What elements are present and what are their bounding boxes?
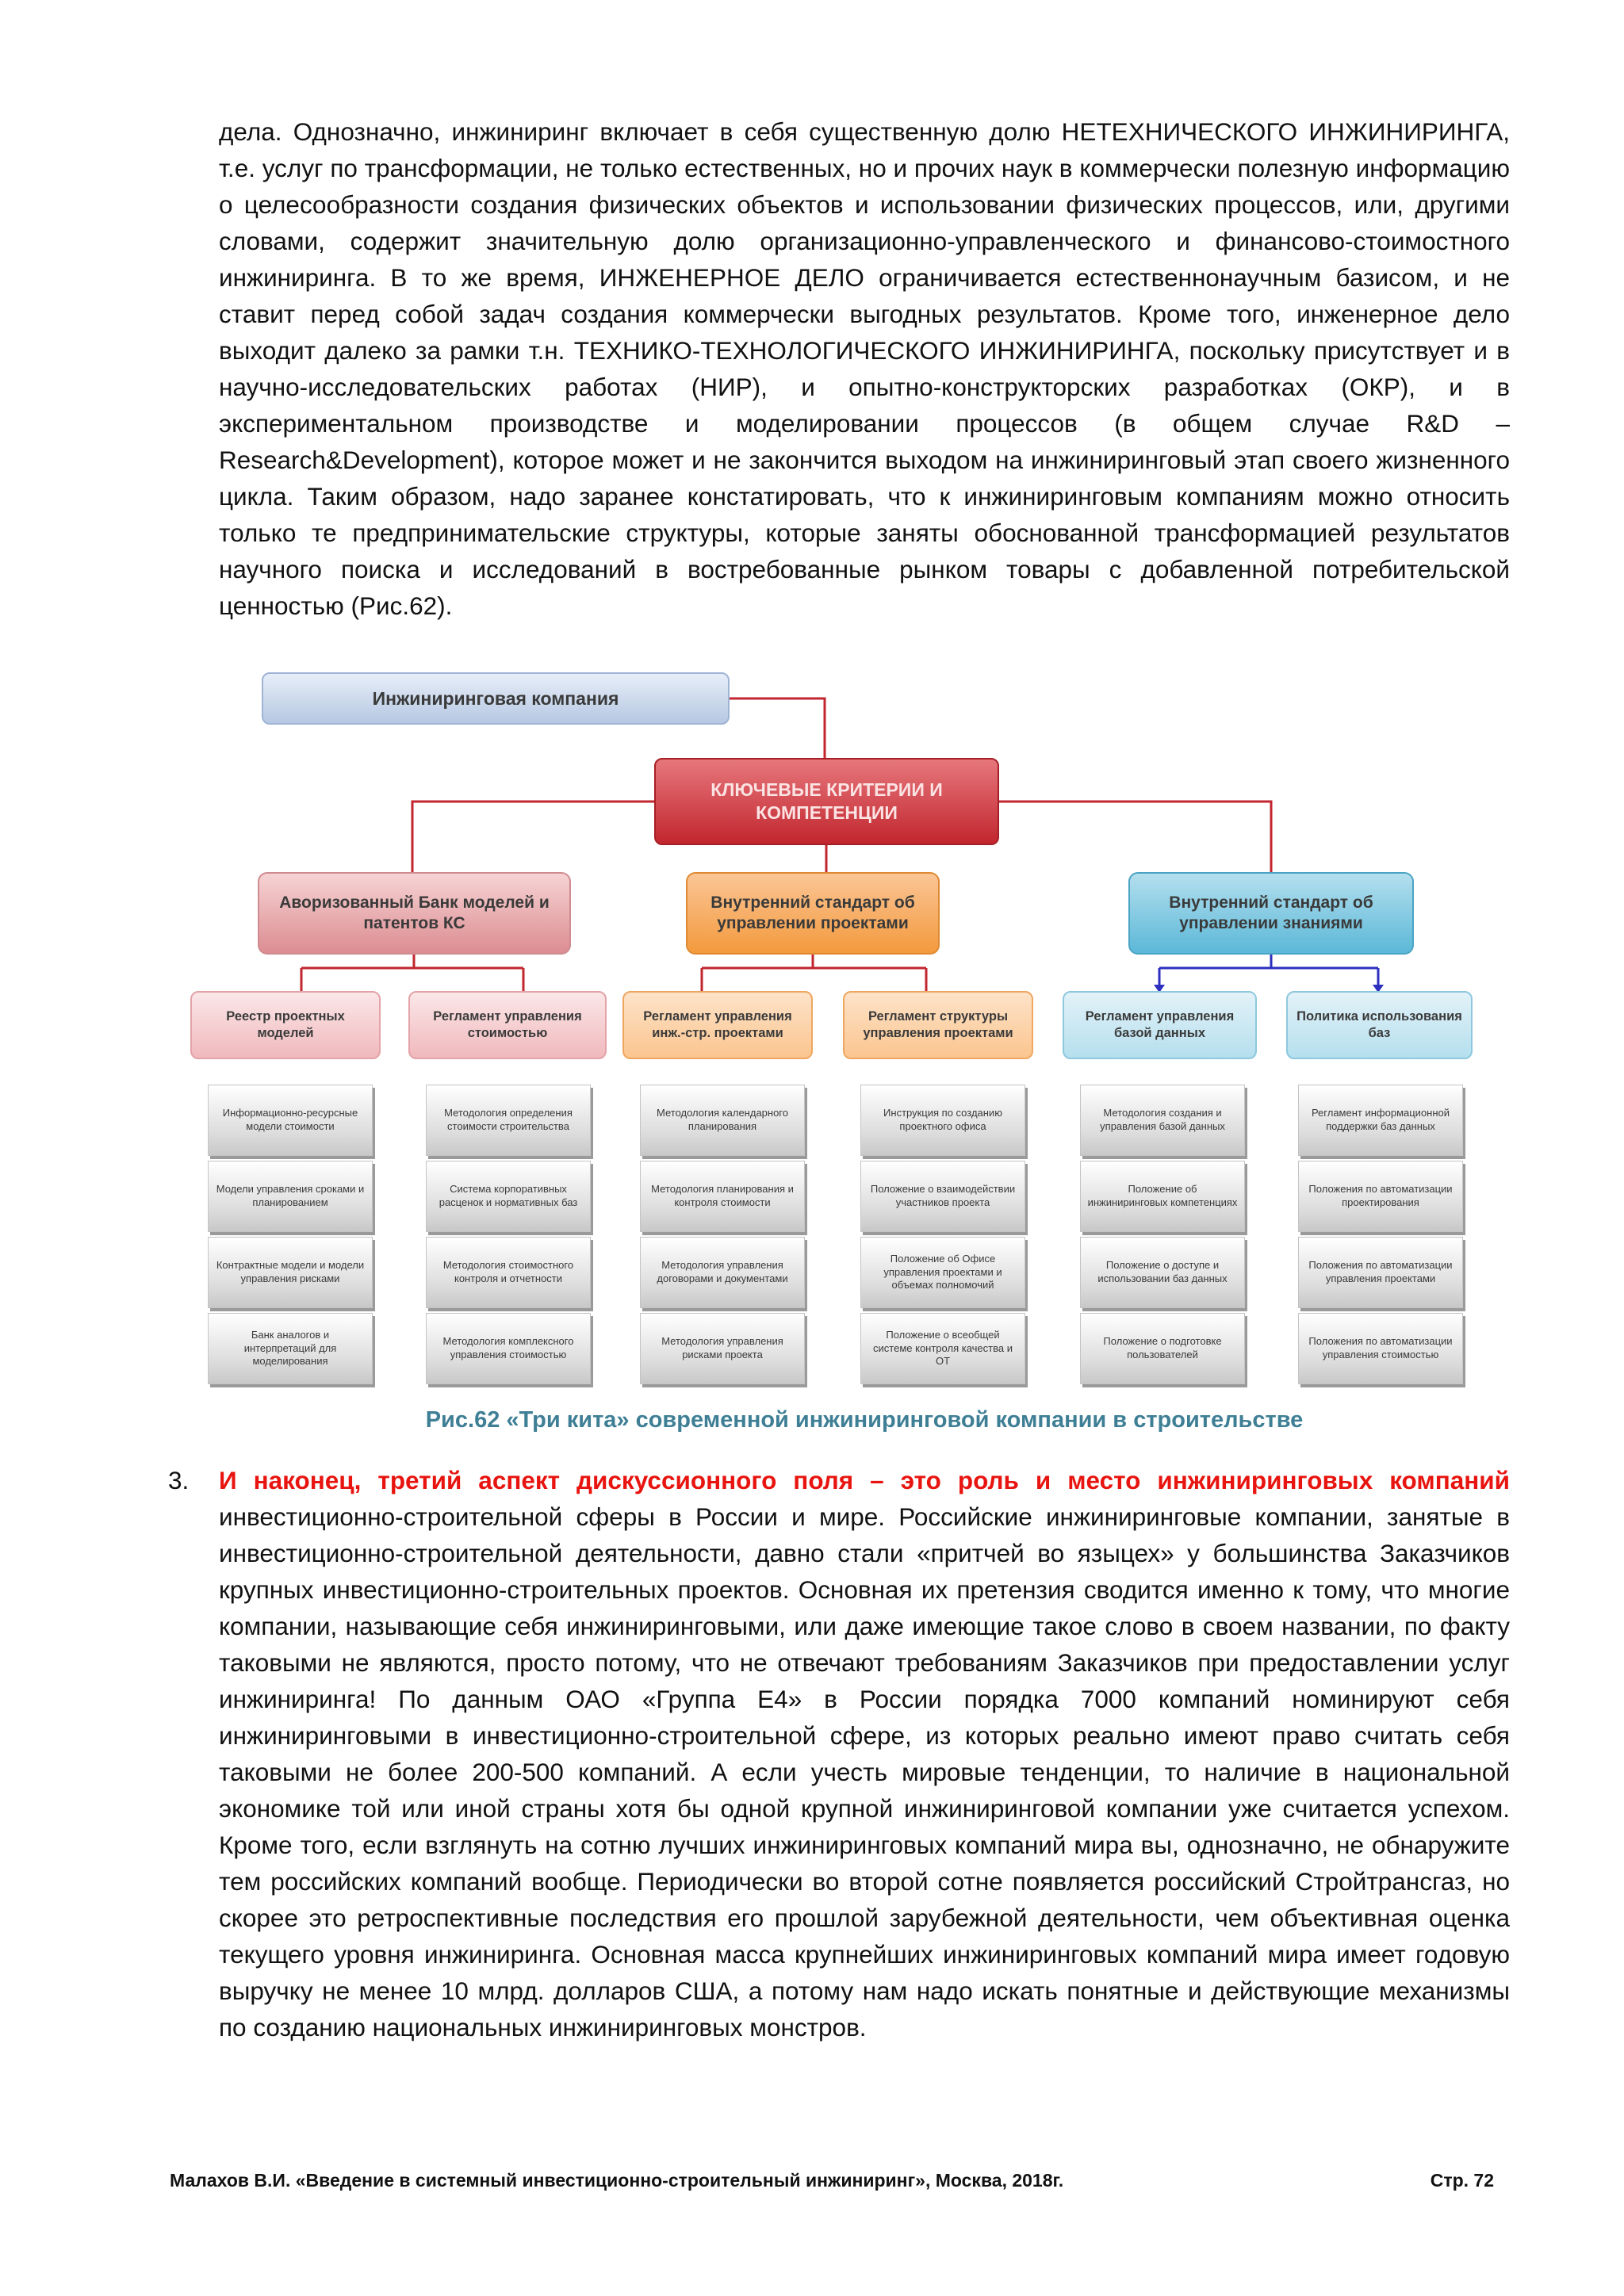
pillar-project-standard: Внутренний стандарт об управлении проектами <box>686 872 940 955</box>
item-box: Система корпоративных расценок и нормативных баз <box>426 1161 591 1232</box>
sub-project-models-registry: Реестр проектных моделей <box>190 991 381 1059</box>
item-box: Методология стоимостного контроля и отчетности <box>426 1237 591 1308</box>
item-box: Положение о взаимодействии участников проекта <box>860 1161 1025 1232</box>
item-box: Инструкция по созданию проектного офиса <box>860 1085 1025 1156</box>
page-footer <box>170 2168 1494 2192</box>
item-box: Методология определения стоимости строительства <box>426 1085 591 1156</box>
item-box: Положение о подготовке пользователей <box>1080 1313 1245 1384</box>
item-box: Положения по автоматизации проектирования <box>1298 1161 1463 1232</box>
sub-database-usage-policy: Политика использования баз <box>1286 991 1473 1059</box>
sub-project-structure-regulation: Регламент структуры управления проектами <box>843 991 1033 1059</box>
item-box: Банк аналогов и интерпретаций для моделирования <box>208 1313 373 1384</box>
body-paragraph-1: дела. Однозначно, инжиниринг включает в себя существенную долю НЕТЕХНИЧЕСКОГО ИНЖИНИРИНГА, т.е. услуг по трансформации, не только естественных, но и прочих наук в коммерчески полезную информацию о целесообразности создания физических объектов и использовании физических процессов, или, другими словами, содержит значительную долю организационно-управленческого и финансово-стоимостного инжиниринга. В то же время, ИНЖЕНЕРНОЕ ДЕЛО ограничивается естественнонаучным базисом, и не ставит перед собой задач создания коммерчески выгодных результатов. Кроме того, инженерное дело выходит далеко за рамки т.н. ТЕХНИКО-ТЕХНОЛОГИЧЕСКОГО ИНЖИНИРИНГА, поскольку присутствует и в научно-исследовательских работах (НИР), и опытно-конструкторских разработках (ОКР), и в экспериментальном производстве и моделировании процессов (в общем случае R&D – Research&Development), которое может и не закончится выходом на инжиниринговый этап своего жизненного цикла. Таким образом, надо заранее констатировать, что к инжиниринговым компаниям можно относить только те предпринимательские структуры, которые заняты обоснованной трансформацией результатов научного поиска и исследований в востребованные рынком товары с добавленной потребительской ценностью (Рис.62). <box>219 117 1510 620</box>
footer-citation: Малахов В.И. «Введение в системный инвестиционно-строительный инжиниринг», Москва, 2018г. <box>170 2170 1064 2191</box>
item-box: Методология управления договорами и документами <box>640 1237 805 1308</box>
sub-cost-regulation: Регламент управления стоимостью <box>408 991 607 1059</box>
item-box: Положение об инжиниринговых компетенциях <box>1080 1161 1245 1232</box>
item-box: Методология планирования и контроля стоимости <box>640 1161 805 1232</box>
paragraph-2-text: инвестиционно-строительной сферы в России и мире. Российские инжиниринговые компании, занятые в инвестиционно-строительной деятельности, давно стали «притчей во языцех» у большинства Заказчиков крупных инвестиционно-строительных проектов. Основная их претензия сводится именно к тому, что многие компании, называющие себя инжиниринговыми, или даже имеющие такое слово в своем названии, по факту таковыми не являются, просто потому, что не отвечают требованиям Заказчиков при предоставлении услуг инжиниринга! По данным ОАО «Группа Е4» в России порядка 7000 компаний номинируют себя инжиниринговыми в инвестиционно-строительной сфере, из которых реально имеют право считать себя таковыми не более 200-500 компаний. А если учесть мировые тенденции, то наличие в национальной экономике той или иной страны хотя бы одной крупной инжиниринговой компании уже считается успехом. Кроме того, если взглянуть на сотню лучших инжиниринговых компаний мира вы, однозначно, не обнаружите тем российских компаний вообще. Периодически во второй сотне появляется российский Стройтрансгаз, но скорее это ретроспективные последствия его прошлой зарубежной деятельности, чем объективная оценка текущего уровня инжиниринга. Основная масса крупнейших инжиниринговых компаний мира имеет годовую выручку не менее 10 млрд. долларов США, а потому нам надо искать понятные и действующие механизмы по созданию национальных инжиниринговых монстров. <box>219 1502 1510 2042</box>
item-box: Регламент информационной поддержки баз данных <box>1298 1085 1463 1156</box>
item-box: Методология комплексного управления стоимостью <box>426 1313 591 1384</box>
item-box: Положения по автоматизации управления проектами <box>1298 1237 1463 1308</box>
body-paragraph-2 <box>219 1462 1510 2045</box>
item-box: Положение об Офисе управления проектами и объемах полномочий <box>860 1237 1025 1308</box>
item-box: Положение о всеобщей системе контроля качества и ОТ <box>860 1313 1025 1384</box>
figure-caption: Рис.62 «Три кита» современной инжиниринговой компании в строительстве <box>425 1407 1304 1433</box>
item-box: Контрактные модели и модели управления рисками <box>208 1237 373 1308</box>
highlighted-lead-text: И наконец, третий аспект дискуссионного поля – это роль и место инжиниринговых компаний <box>219 1466 1510 1494</box>
item-box: Информационно-ресурсные модели стоимости <box>208 1085 373 1156</box>
sub-engineering-projects-regulation: Регламент управления инж.-стр. проектами <box>622 991 813 1059</box>
page-number: Стр. 72 <box>1430 2170 1494 2191</box>
item-box: Положения по автоматизации управления стоимостью <box>1298 1313 1463 1384</box>
item-box: Методология создания и управления базой данных <box>1080 1085 1245 1156</box>
key-criteria-box: КЛЮЧЕВЫЕ КРИТЕРИИ И КОМПЕТЕНЦИИ <box>654 758 999 845</box>
item-box: Модели управления сроками и планированием <box>208 1161 373 1232</box>
engineering-company-box: Инжиниринговая компания <box>262 672 730 725</box>
pillar-models-bank: Аворизованный Банк моделей и патентов КС <box>258 872 571 955</box>
sub-database-regulation: Регламент управления базой данных <box>1063 991 1257 1059</box>
engineering-company-diagram <box>190 664 1462 1394</box>
pillar-knowledge-standard: Внутренний стандарт об управлении знаниями <box>1128 872 1414 955</box>
item-box: Положение о доступе и использовании баз данных <box>1080 1237 1245 1308</box>
item-box: Методология управления рисками проекта <box>640 1313 805 1384</box>
list-number: 3. <box>168 1466 190 1494</box>
item-box: Методология календарного планирования <box>640 1085 805 1156</box>
